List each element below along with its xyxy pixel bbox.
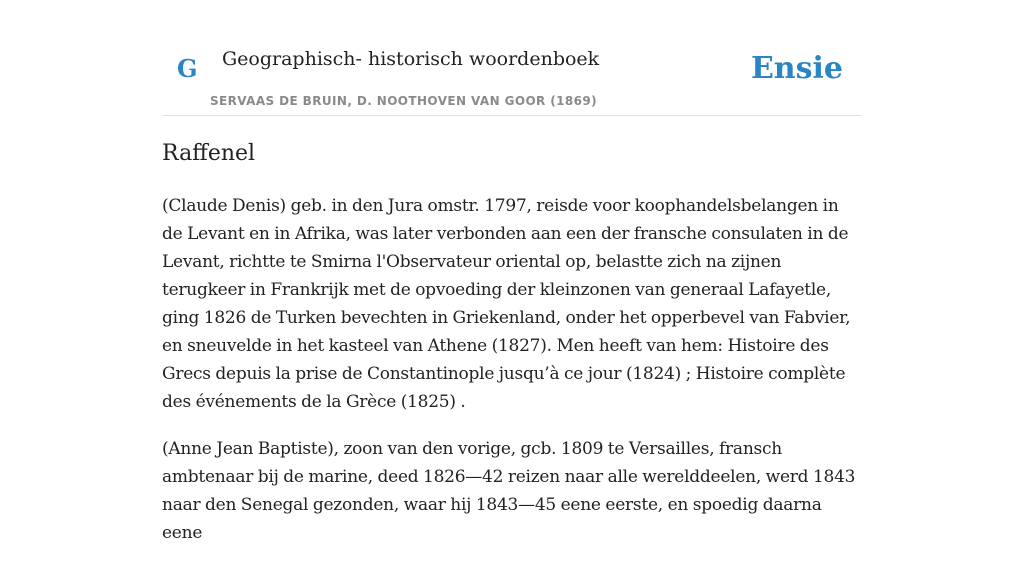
content-container [162,0,862,543]
entry-title: Raffenel [162,141,256,166]
book-logo-icon[interactable]: G [177,54,198,83]
book-title[interactable]: Geographisch- historisch woordenboek [222,48,600,70]
entry-body [162,192,862,566]
entry-paragraph: (Claude Denis) geb. in den Jura omstr. 1797, reisde voor koophandelsbelangen in de Levant en in Afrika, was later verbonden aan een der fransche consulaten in de Levant, richtte te Smirna l'Observateur oriental op, belastte zich na zijnen terugkeer in Frankrijk met de opvoeding der kleinzonen van generaal Lafayetle, ging 1826 de Turken bevechten in Griekenland, onder het opperbevel van Fabvier, en sneuvelde in het kasteel van Athene (1827). Men heeft van hem: Histoire des Grecs depuis la prise de Constantinople jusqu’à ce jour (1824) ; Histoire complète des événements de la Grèce (1825) . [162,196,851,412]
ensie-logo[interactable]: Ensie [750,51,843,86]
book-header [162,0,862,116]
book-authors: SERVAAS DE BRUIN, D. NOOTHOVEN VAN GOOR (1869) [210,94,598,108]
entry-paragraph: (Anne Jean Baptiste), zoon van den vorige, gcb. 1809 te Versailles, fransch ambtenaar bij de marine, deed 1826—42 reizen naar alle werelddeelen, werd 1843 naar den Senegal gezonden, waar hij 1843—45 eene eerste, en spoedig daarna eene [162,439,856,543]
